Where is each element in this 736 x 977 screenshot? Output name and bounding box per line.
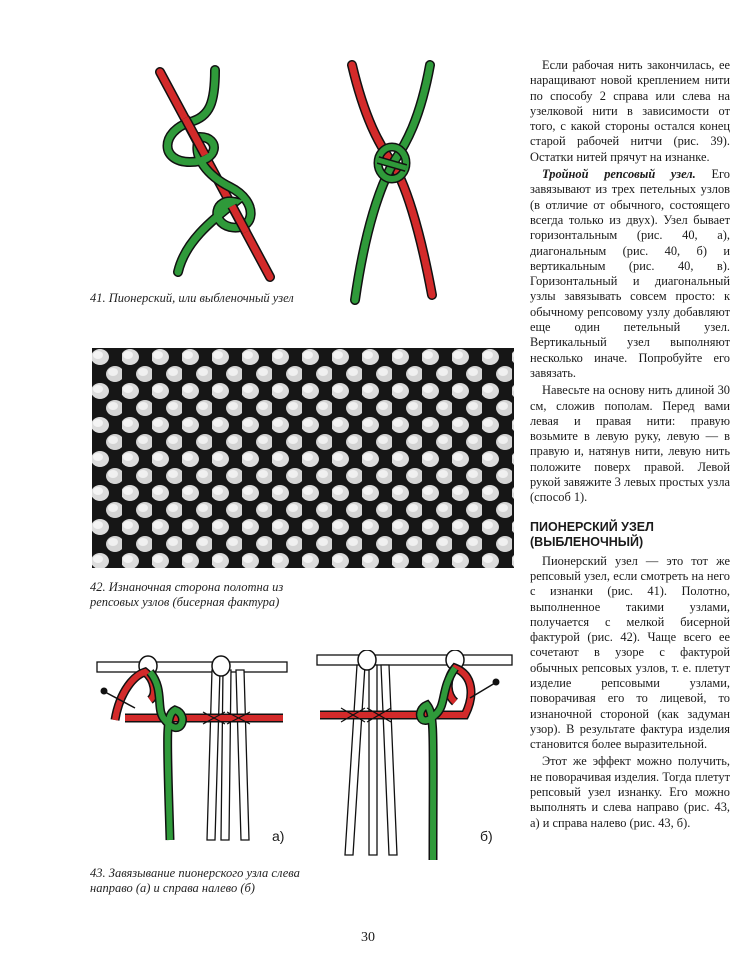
triple-knot-lead: Тройной репсовый узел. — [542, 167, 696, 182]
page-number: 30 — [361, 930, 375, 945]
fig41-knot-right-illustration — [340, 60, 450, 305]
fig43a-label: а) — [272, 828, 285, 844]
fig41-caption: 41. Пионерский, или выбленочный узел — [90, 291, 294, 305]
fig43b-label: б) — [480, 828, 493, 844]
paragraph-pioneer-knot: Пионерский узел — это тот же репсовый узел, если смотреть на него с изнанки (рис. 41). Полотно, выполненное такими узлами, получается с мелкой бисерной фактурой (рис. 42). Чаще всего ее сочетают в узоре с фактурой обычных репсовых узлов, т. е. плетут изделие репсовыми узлами, поворачивая его то лицевой, то изнаночной стороной (как задуман узор). В результате фактура изделия становится более выразительной. — [530, 553, 730, 752]
paragraph-thread-ending: Если рабочая нить закончилась, ее наращивают новой креплением нити по способу 2 справа или слева на узелковой нити в зависимости от того, с какой стороны остался конец старой рабочей нитчи (рис. 39). Остатки нитей прячут на изнанке. — [530, 58, 730, 164]
fig42-fabric-photo — [92, 348, 514, 568]
fig43a-knot-diagram — [95, 650, 295, 850]
fig41-knot-left-illustration — [150, 62, 290, 284]
paragraph-same-effect: Этот же эффект можно получить, не поворачивая изделия. Тогда плетут репсовый узел изнанку. Его можно выполнять и слева направо (рис. 43, а) и справа налево (рис. 43, б). — [530, 754, 730, 830]
fig42-caption: 42. Изнаночная сторона полотна из репсовых узлов (бисерная фактура) — [90, 580, 284, 609]
triple-knot-body: Его завязывают из трех петельных узлов (в отличие от обычного, состоящего всегда только из двух). Узел бывает горизонтальным (рис. 40, а), диагональным (рис. 40, б) и вертикальным (рис. 40, в). Горизонтальный и диагональный узлы завязывать совсем просто: к обычному репсовому узлу добавляют еще один петельный узел. Вертикальный узел выполняют несколько иначе. Попробуйте его завязать. — [530, 167, 730, 380]
fig43-caption: 43. Завязывание пионерского узла слева направо (а) и справа налево (б) — [90, 866, 300, 895]
section-heading-pioneer-knot: ПИОНЕРСКИЙ УЗЕЛ (ВЫБЛЕНОЧНЫЙ) — [530, 519, 654, 549]
body-text-column — [530, 58, 730, 833]
paragraph-triple-knot — [530, 167, 730, 381]
paragraph-instructions: Навесьте на основу нить длиной 30 см, сложив пополам. Перед вами левая и правая нити: правую возьмите в левую руку, левую — в правую и, натянув нити, левую нить положите поверх правой. Левой рукой завяжите 3 левых простых узла (способ 1). — [530, 383, 730, 505]
